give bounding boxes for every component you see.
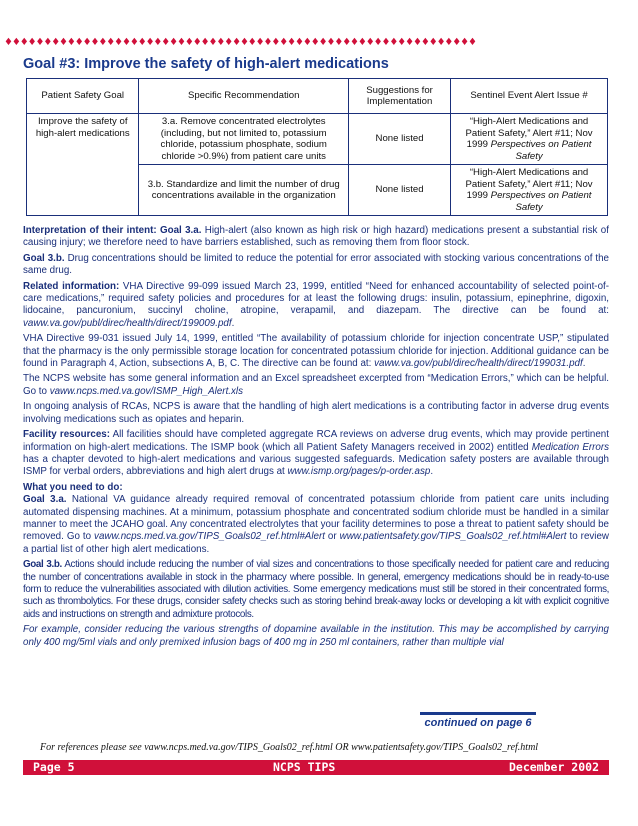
paragraph-ncps-website (23, 373, 609, 398)
table-row (27, 114, 608, 165)
paragraph-rca-analysis: In ongoing analysis of RCAs, NCPS is aware that the handling of high alert medications is a contributing factor in adverse drug events involving medications such as opiates and heparin. (23, 401, 609, 425)
paragraph-action-3a (23, 494, 609, 556)
alert-cell (451, 114, 608, 165)
paragraph-text: to review a partial list of other high alert medications. (23, 531, 609, 555)
paragraph-text: For example, consider reducing the various strengths of dopamine available in the institution. This may be accomplished by carrying only 400 mg/5ml vials and only premixed infusion bags of 400 mg in 250 ml containers, rather than multiple vial (23, 624, 609, 648)
patientsafety-alert-link[interactable]: www.patientsafety.gov/TIPS_Goals02_ref.html#Alert (339, 531, 567, 543)
paragraph-example (23, 624, 609, 649)
paragraph-action-3b (23, 559, 609, 621)
suggestion-cell: None listed (348, 165, 450, 216)
paragraph-directive-99-031 (23, 333, 609, 370)
footer-page: Page 5 (33, 760, 75, 774)
directive-link-199031[interactable]: vaww.va.gov/publ/direc/health/direct/199031.pdf (374, 358, 583, 370)
paragraph-text: VHA Directive 99-099 issued March 23, 1999, entitled “Need for enhanced accountability of selected point-of-care medications,” required safety policies and procedures for at least the following drugs: insulin, potassium, epinephrine, digoxin, lidocaine, pancuronium, succinyl choline, atropine, verapamil, and diazepam. The directive can be found at: (23, 280, 609, 317)
header-patient-safety-goal: Patient Safety Goal (27, 79, 139, 114)
paragraph-interpretation (23, 225, 609, 250)
paragraph-label: Goal 3.b. (23, 252, 65, 264)
alert-publication: Perspectives on Patient Safety (490, 139, 592, 162)
paragraph-text: VHA Directive 99-031 issued July 14, 1999, entitled “The availability of potassium chloride for injection concentrate USP,” stipulated that the pharmacy is the only permissible storage location for concentrated potassium chloride for injection. Additional guidance can be found in Paragraph 4, Action, subsections A, B, C. The directive can be found at: (23, 333, 609, 370)
table-header-row (27, 79, 608, 114)
body-text (23, 225, 609, 652)
recommendation-cell: 3.a. Remove concentrated electrolytes (including, but not limited to, potassium chloride, potassium phosphate, sodium chloride >0.9%) from patient care units (139, 114, 348, 165)
paragraph-related-info (23, 281, 609, 331)
paragraph-text: . (231, 317, 235, 329)
footer-bar (23, 760, 609, 775)
header-specific-recommendation: Specific Recommendation (139, 79, 348, 114)
header-suggestions: Suggestions for Implementation (348, 79, 450, 114)
alert-publication: Perspectives on Patient Safety (490, 190, 592, 213)
alert-cell (451, 165, 608, 216)
paragraph-text: High-alert (also known as high risk or high hazard) medications present a substantial risk of causing injury; we therefore need to have barriers established, such as removing them from floor stock. (23, 225, 609, 249)
alert-text: “High-Alert Medications and Patient Safety,” Alert #11; Nov 1999 (465, 167, 593, 201)
paragraph-goal-3b (23, 253, 609, 278)
ismp-high-alert-link[interactable]: vaww.ncps.med.va.gov/ISMP_High_Alert.xls (49, 385, 243, 397)
paragraph-label: Goal 3.b. (23, 559, 62, 571)
directive-link-199009[interactable]: vaww.va.gov/publ/direc/health/direct/199009.pdf (23, 317, 232, 329)
paragraph-text: National VA guidance already required removal of concentrated potassium chloride from patient care units including automated dispensing machines. At a minimum, potassium phosphate and concentrated sodium chloride must be handled in a similar manner to meet the JCAHO goal. Any concentrated electrolytes that your facility determines to pose a threat to patient safety should be removed. Go to (23, 494, 609, 543)
paragraph-text: Drug concentrations should be limited to reduce the potential for error associated with stocking various concentrations of the same drug. (23, 252, 609, 277)
alert-text: “High-Alert Medications and Patient Safety,” Alert #11; Nov 1999 (465, 116, 593, 150)
paragraph-label: Related information: (23, 280, 120, 292)
paragraph-label: Facility resources: (23, 429, 110, 441)
diamond-border: ♦♦♦♦♦♦♦♦♦♦♦♦♦♦♦♦♦♦♦♦♦♦♦♦♦♦♦♦♦♦♦♦♦♦♦♦♦♦♦♦♦♦♦♦♦♦♦♦♦♦♦♦♦♦♦♦♦♦♦♦ (4, 37, 476, 48)
references-line: For references please see vaww.ncps.med.va.gov/TIPS_Goals02_ref.html OR www.patientsafety.gov/TIPS_Goals02_ref.html (40, 742, 539, 753)
suggestion-cell: None listed (348, 114, 450, 165)
header-sentinel-alert: Sentinel Event Alert Issue # (451, 79, 608, 114)
paragraph-label: Interpretation of their intent: Goal 3.a. (23, 225, 202, 236)
continued-note: continued on page 6 (420, 712, 536, 729)
paragraph-text: . (430, 466, 434, 478)
paragraph-text: . (582, 358, 586, 370)
goal-cell: Improve the safety of high-alert medications (27, 114, 139, 216)
ismp-order-link[interactable]: www.ismp.org/pages/p-order.asp (287, 466, 431, 478)
paragraph-label: Goal 3.a. (23, 494, 67, 506)
goals-table (26, 78, 608, 216)
recommendation-cell: 3.b. Standardize and limit the number of drug concentrations available in the organization (139, 165, 348, 216)
paragraph-text: Actions should include reducing the number of vial sizes and concentrations to those specifically needed for patient care and reducing the number of concentrations available in stock in the pharmacy where possible. In general, emergency medications should be in ready-to-use form to reduce the vulnerabilities associated with dilution activities. Some emergency medications must still be stored in their concentrated forms, such as thrombolytics. For these drugs, consider safety checks such as storing behind break-away locks or developing a kit with explicit cognitive aids and instructions on strength and admixture protocols. (23, 559, 610, 620)
paragraph-text: All facilities should have completed aggregate RCA reviews on adverse drug events, which may provide pertinent information on high-alert medications. The ISMP book (which all Patient Safety Managers received in 2002) entitled (23, 429, 609, 453)
paragraph-text: has a chapter devoted to high-alert medications and various suggested safeguards. Medication safety posters are available through ISMP for verbal orders, abbreviations and high alert drugs at (23, 453, 609, 478)
book-title: Medication Errors (531, 441, 609, 453)
paragraph-text: The NCPS website has some general information and an Excel spreadsheet excerpted from “Medication Errors,” which can be helpful. Go to (23, 373, 609, 397)
footer-date: December 2002 (508, 760, 599, 774)
paragraph-label: What you need to do: (23, 481, 123, 493)
vaww-alert-link[interactable]: vaww.ncps.med.va.gov/TIPS_Goals02_ref.html#Alert (94, 531, 325, 543)
goal-title: Goal #3: Improve the safety of high-alert medications (23, 56, 389, 72)
paragraph-facility-resources (23, 429, 609, 479)
footer-title: NCPS TIPS (273, 760, 336, 774)
paragraph-text: or (324, 531, 340, 543)
section-heading-what-to-do (23, 482, 609, 494)
